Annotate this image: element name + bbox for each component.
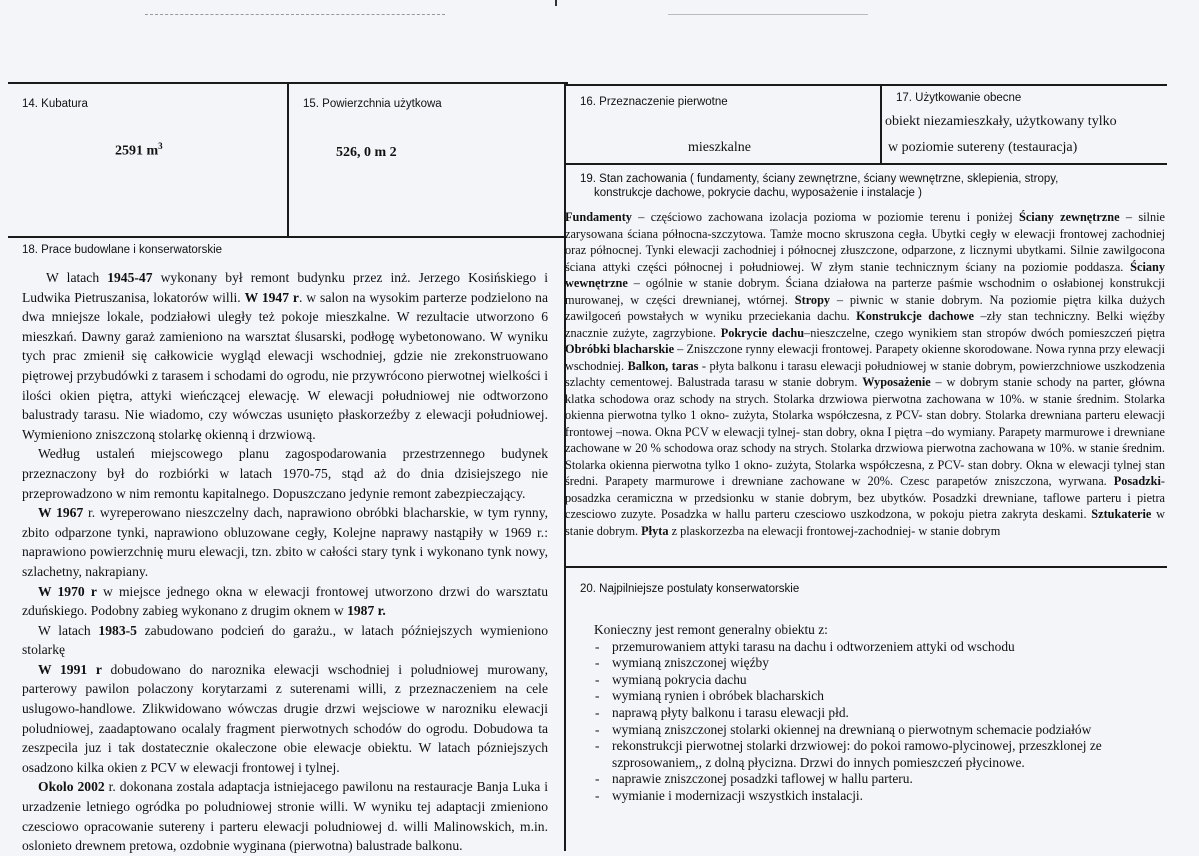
body-text: W latach	[46, 270, 108, 285]
table-border	[287, 82, 289, 237]
bold-heading-text: Konstrukcje dachowe	[856, 309, 974, 323]
kubatura-exponent: 3	[158, 141, 163, 151]
table-border	[8, 236, 566, 238]
field-18-label: 18. Prace budowlane i konserwatorskie	[22, 244, 223, 256]
body-text: –nieszczelne, czego wynikiem stan stropów dwóch pomieszczeń piętra	[804, 325, 1166, 340]
history-paragraph	[22, 444, 548, 503]
bold-heading-text: 1987 r.	[347, 603, 386, 619]
field-19-label-cont: konstrukcje dachowe, pokrycie dachu, wyposażenie i instalacje )	[594, 187, 922, 199]
table-border	[565, 163, 1167, 165]
body-text: – silnie zarysowana ściana północna-szczytowa. Tamże mocno skruszona cegła. Ubytki cegły w elewacji frontowej zachodniej oraz północnej. Tynki elewacji zachodniej i północnej złuszczone, odparzone, z licznymi ubytkami. Silnie zawilgocona ściana attyki części północnej i południowej. W złym stanie technicznym ściany na poziomie poddasza.	[565, 210, 1165, 274]
postulate-item: - wymianą rynien i obróbek blacharskich	[594, 688, 1174, 705]
history-paragraph	[22, 621, 548, 660]
body-text: r. wyreperowano nieszczelny dach, naprawiono obróbki blacharskie, w tym rynny, zbito odparzone tynki, naprawiono obluzowane cegły, Kolejne naprawy nastąpiły w 1969 r.: naprawiono powierzchnię muru elewacji, tzn. zbito w całości stary tynk i wykonano tynk nowy, szlachetny, nakrapiany.	[22, 505, 549, 579]
bold-heading-text: W 1967	[38, 505, 84, 521]
history-paragraph	[22, 503, 548, 581]
table-border	[880, 84, 882, 164]
body-text: dobudowano do naroznika elewacji wschodniej i poludniowej murowany, parterowy pawilon polaczony korytarzami z suterenami willi, z przeznaczeniem na cele uslugowo-handlowe. Zlikwidowano wówczas drugie drzwi wejsciowe w narozniku elewacji poludniowej, zaadaptowano ocalaly fragment pierwotnych schodów do ogrodu. Dobudowa ta zeszpecila juz i tak dostatecznie okaleczone obie elewacje obiektu. W latach pózniejszych osadzono kilka okien z PCV w elewacji frontowej i tylnej.	[22, 661, 548, 775]
condition-description	[565, 209, 1165, 539]
history-paragraph	[22, 660, 548, 778]
bold-heading-text: Sztukaterie	[1091, 507, 1152, 521]
field-16-value: mieszkalne	[688, 140, 751, 155]
kubatura-value: 2591 m	[115, 143, 159, 159]
table-border	[565, 84, 1167, 86]
body-text: r. dokonana zostala adaptacja istniejacego pawilonu na restauracje Banja Luka i urzadzenie letniego ogródka po poludniowej stronie willi. W wyniku tej adaptacji zmieniono czesciowo opracowanie sutereny i parteru elewacji poludniowej d. willi Malinowskich, m.in. oslonieto drewnem pretowa, ozdobnie wyginana (pierwotna) balustrade balkonu.	[22, 779, 549, 854]
body-text: –zły stan techniczny. Belki więźby znacznie zużyte, zagrzybione.	[565, 309, 1165, 340]
bold-heading-text: W 1991 r	[38, 661, 102, 677]
scan-artifact	[555, 0, 557, 6]
bold-heading-text: Ściany zewnętrzne	[1018, 210, 1120, 224]
bold-heading-text: Płyta	[641, 523, 669, 538]
postulate-item: - rekonstrukcji pierwotnej stolarki drzwiowej: do pokoi ramowo-plycinowej, przeszklonej ze szprosowaniem,, z dolną płycizna. Drzwi do innych pomieszczeń płycinowe.	[594, 738, 1174, 771]
bold-heading-text: W 1947 r	[244, 289, 299, 305]
bold-heading-text: Posadzki	[1113, 474, 1161, 488]
body-text: wykonany był remont budynku przez inż. Jerzego Kosińskiego i Ludwika Pietruszanisa, lokatorów willi.	[22, 270, 548, 305]
scan-artifact	[145, 14, 445, 15]
field-16-label: 16. Przeznaczenie pierwotne	[580, 96, 728, 108]
body-text: Według ustaleń miejscowego planu zagospodarowania przestrzennego budynek przeznaczony był do rozbiórki w latach 1970-75, stąd aż do dnia dzisiejszego nie przeprowadzono w nim remontu kapitalnego. Dopuszczano jedynie remont zabezpieczający.	[22, 446, 548, 501]
body-text: – piwnic w stanie dobrym. Na poziomie piętra kilka dużych zawilgoceń powstałych w wyniku przeciekania dachu.	[565, 292, 1165, 323]
postulates-intro: Konieczny jest remont generalny obiektu z:	[594, 622, 828, 637]
body-text: - posadzka ceramiczna w przedsionku w stanie dobrym, bez ubytków. Posadzki drewniane, taflowe parteru i pietra czesciowo zuzyte. Posadzka w hallu parteru czesciowo uszkodzona, w pokoju pietra zakryta deskami.	[565, 474, 1165, 521]
postulates-list	[594, 639, 1174, 805]
postulate-item: - naprawą płyty balkonu i tarasu elewacji płd.	[594, 705, 1174, 722]
body-text: W latach	[38, 622, 99, 638]
postulate-item: - wymianą pokrycia dachu	[594, 672, 1174, 689]
bold-heading-text: Ściany wewnętrzne	[565, 259, 1165, 290]
body-text: . w salon na wysokim parterze podzielono na dwa mniejsze lokale, podziałowi uległy też pokoje mieszkalne. W rezultacie utworzono 6 mieszkań. Dawny garaż zamieniono na warsztat ślusarski, podłogę wybetonowano. W wyniku tych prac zmienił się całkowicie wygląd elewacji wschodniej, gdzie nie zrekonstruowano piętrowej przybudówki z tarasem i schodami do ogrodu, nie przywrócono pierwotnej wielkości i ilości okien piętra, attyki wieńczącej elewację. W elewacji południowej nie odtworzono balustrady tarasu. Nie wiadomo, czy wówczas usunięto płaskorzeźby z elewacji południowej. Wymieniono zniszczoną stolarkę okienną i drzwiową.	[22, 289, 548, 442]
field-14-value	[115, 141, 163, 160]
table-border	[565, 566, 1167, 568]
postulate-item: - wymianą zniszczonej stolarki okiennej na drewnianą o pierwotnym schemacie podziałów	[594, 722, 1174, 739]
field-15-value: 526, 0 m 2	[336, 145, 397, 160]
body-text: w stanie dobrym.	[565, 507, 1165, 538]
bold-heading-text: Wyposażenie	[862, 375, 931, 389]
field-17-line2: w poziomie sutereny (testauracja)	[888, 140, 1078, 155]
postulate-item: - wymianą zniszczonej więźby	[594, 655, 1174, 672]
bold-heading-text: 1983-5	[98, 622, 137, 638]
bold-heading-text: Balkon, taras	[627, 358, 699, 373]
bold-heading-text: 1945-47	[107, 270, 153, 285]
field-17-label: 17. Użytkowanie obecne	[896, 92, 1022, 104]
conservation-postulates	[594, 622, 1174, 805]
history-paragraph	[22, 582, 548, 621]
bold-heading-text: Fundamenty	[565, 210, 632, 224]
bold-heading-text: Stropy	[794, 292, 831, 307]
bold-heading-text: W 1970 r	[38, 583, 97, 599]
field-14-label: 14. Kubatura	[22, 98, 88, 110]
body-text: – ogólnie w stanie dobrym. Ściana działowa na parterze paśmie wschodnim o osłabionej konstrukcji murowanej, w części drewnianej, wtórnej.	[565, 276, 1165, 307]
postulate-item: - przemurowaniem attyki tarasu na dachu i odtworzeniem attyki od wschodu	[594, 639, 1174, 656]
bold-heading-text: Okolo 2002	[38, 779, 105, 795]
history-paragraph	[22, 777, 548, 855]
field-15-label: 15. Powierzchnia użytkowa	[303, 98, 442, 110]
field-20-label: 20. Najpilniejsze postulaty konserwatorskie	[580, 583, 800, 595]
history-paragraph	[22, 268, 548, 444]
body-text: z plaskorzezba na elewacji frontowej-zachodniej- w stanie dobrym	[668, 523, 1001, 538]
body-text: zabudowano podcień do garażu., w latach późniejszych wymieniono stolarkę	[22, 622, 548, 658]
bold-heading-text: Obróbki blacharskie	[565, 342, 675, 356]
postulate-item: - naprawie zniszczonej posadzki taflowej w hallu parteru.	[594, 771, 1174, 788]
body-text: – w dobrym stanie schody na parter, główna klatka schodowa oraz schody na strych. Stolarka drzwiowa pierwotna zachowana w 10%. w stanie średnim. Stolarka okienna pierwotna tylko 1 okno- zużyta, Stolarka współczesna, z PCV- stan dobry. Stolarka drewniana parteru elewacji frontowej –nowa. Okna PCV w elewacji tylnej- stan dobry, okna I piętra –do wymiany. Parapety marmurowe i drewniane zachowane w 20 % schodowa oraz schody na strych. Stolarka drzwiowa pierwotna zachowana w 10%. w stanie średnim. Stolarka okienna pierwotna tylko 1 okno- zużyta, Stolarka współczesna, z PCV- stan dobry. Okna w elewacji tylnej stan średni. Parapety marmurowe i drewniane zachowane w 20%. Czesc parapetów zniszczona, wyrwana.	[565, 375, 1165, 488]
construction-history	[22, 268, 548, 856]
body-text: - płyta balkonu i tarasu elewacji południowej w stanie dobrym, powierzchniowe uszkodzenia szlachty cementowej. Balustrada tarasu w stanie dobrym.	[565, 358, 1165, 389]
scan-artifact	[668, 14, 868, 15]
body-text: w miejsce jednego okna w elewacji frontowej utworzono drzwi do warsztatu zduńskiego. Podobny zabieg wykonano z drugim oknem w	[22, 583, 549, 619]
postulate-item: - wymianie i modernizacji wszystkich instalacji.	[594, 788, 1174, 805]
field-19-label: 19. Stan zachowania ( fundamenty, ściany zewnętrzne, ściany wewnętrzne, sklepienia, stropy,	[580, 173, 1059, 185]
body-text: – Zniszczone rynny elewacji frontowej. Parapety okienne skorodowane. Nowa rynna przy elewacji wschodniej.	[565, 342, 1165, 373]
body-text: – częściowo zachowana izolacja pozioma w poziomie terenu i poniżej	[631, 210, 1019, 224]
bold-heading-text: Pokrycie dachu	[720, 325, 805, 340]
field-17-line1: obiekt niezamieszkały, użytkowany tylko	[885, 114, 1117, 129]
